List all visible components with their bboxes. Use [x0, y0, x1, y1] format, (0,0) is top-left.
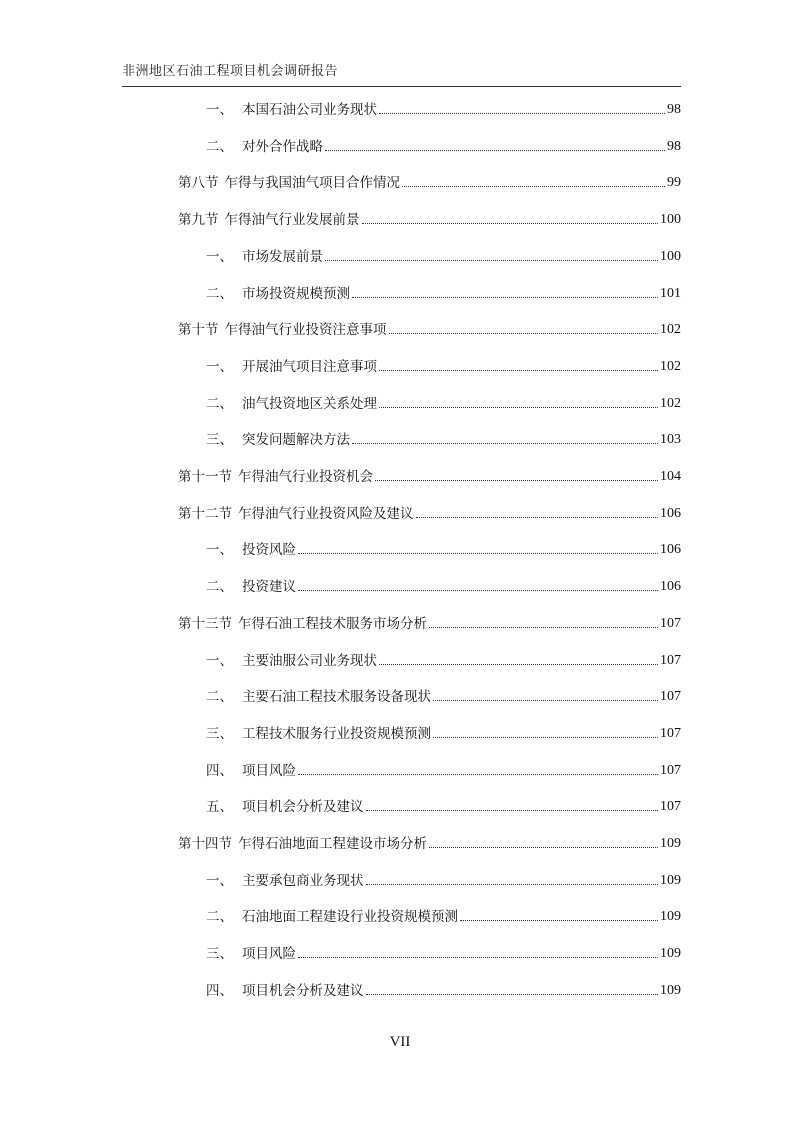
toc-entry-number: 一、 — [206, 652, 233, 669]
toc-entry-number: 第十三节 — [178, 615, 232, 632]
toc-section-entry[interactable] — [178, 612, 681, 632]
toc-entry-number: 五、 — [206, 799, 233, 816]
toc-dot-leader — [402, 185, 665, 187]
toc-entry-number: 四、 — [206, 982, 233, 999]
toc-entry-title: 对外合作战略 — [242, 138, 323, 155]
toc-entry-number: 四、 — [206, 762, 233, 779]
toc-entry-title: 项目机会分析及建议 — [242, 982, 364, 999]
toc-entry-number: 一、 — [206, 872, 233, 889]
toc-subsection-entry[interactable] — [206, 392, 681, 412]
toc-subsection-entry[interactable] — [206, 538, 681, 558]
toc-entry-number: 一、 — [206, 358, 233, 375]
toc-entry-title: 乍得油气行业发展前景 — [224, 212, 360, 229]
toc-entry-page: 101 — [660, 285, 681, 301]
toc-dot-leader — [375, 479, 658, 481]
toc-entry-title: 乍得油气行业投资风险及建议 — [238, 505, 414, 522]
toc-section-entry[interactable] — [178, 171, 681, 191]
toc-entry-number: 二、 — [206, 285, 233, 302]
toc-entry-title: 主要承包商业务现状 — [242, 872, 364, 889]
toc-entry-page: 109 — [660, 909, 681, 925]
toc-entry-page: 109 — [660, 836, 681, 851]
toc-dot-leader — [366, 883, 659, 885]
toc-entry-number: 三、 — [206, 725, 233, 742]
toc-subsection-entry[interactable] — [206, 795, 681, 815]
toc-entry-page: 109 — [660, 946, 681, 962]
toc-entry-number: 一、 — [206, 102, 233, 118]
toc-entry-page: 106 — [660, 505, 681, 521]
toc-entry-title: 本国石油公司业务现状 — [242, 102, 377, 118]
toc-dot-leader — [416, 516, 659, 518]
toc-entry-title: 主要石油工程技术服务设备现状 — [242, 689, 431, 706]
toc-entry-page: 107 — [660, 615, 681, 631]
toc-entry-title: 工程技术服务行业投资规模预测 — [242, 725, 431, 742]
toc-subsection-entry[interactable] — [206, 905, 681, 925]
toc-entry-page: 100 — [660, 248, 681, 264]
toc-entry-title: 突发问题解决方法 — [242, 432, 350, 449]
toc-dot-leader — [362, 222, 659, 224]
toc-entry-number: 第十四节 — [178, 836, 232, 852]
toc-entry-page: 102 — [660, 358, 681, 374]
toc-dot-leader — [379, 369, 658, 371]
toc-entry-title: 市场发展前景 — [242, 248, 323, 265]
toc-entry-title: 乍得油气行业投资注意事项 — [224, 322, 387, 339]
toc-subsection-entry[interactable] — [206, 722, 681, 742]
toc-dot-leader — [433, 699, 658, 701]
toc-entry-title: 乍得石油地面工程建设市场分析 — [238, 836, 427, 852]
toc-dot-leader — [429, 846, 658, 848]
toc-entry-number: 第十节 — [178, 322, 219, 339]
toc-entry-number: 二、 — [206, 138, 233, 155]
toc-entry-title: 石油地面工程建设行业投资规模预测 — [242, 909, 458, 926]
toc-entry-number: 一、 — [206, 248, 233, 265]
toc-subsection-entry[interactable] — [206, 355, 681, 375]
toc-entry-title: 乍得与我国油气项目合作情况 — [224, 175, 400, 192]
toc-dot-leader — [389, 332, 659, 334]
toc-entry-page: 109 — [660, 982, 681, 998]
toc-dot-leader — [379, 406, 658, 408]
toc-section-entry[interactable] — [178, 832, 681, 852]
toc-subsection-entry[interactable] — [206, 245, 681, 265]
toc-dot-leader — [379, 663, 658, 665]
toc-entry-title: 主要油服公司业务现状 — [242, 652, 377, 669]
toc-entry-title: 乍得油气行业投资机会 — [238, 469, 373, 485]
toc-entry-page: 107 — [660, 725, 681, 741]
toc-entry-page: 107 — [660, 799, 681, 815]
toc-entry-title: 项目机会分析及建议 — [242, 799, 364, 816]
toc-entry-number: 第九节 — [178, 212, 219, 229]
toc-entry-number: 第十二节 — [178, 505, 232, 522]
toc-section-entry[interactable] — [178, 318, 681, 338]
toc-dot-leader — [366, 993, 659, 995]
toc-entry-page: 109 — [660, 872, 681, 888]
toc-dot-leader — [298, 773, 658, 775]
toc-entry-number: 二、 — [206, 579, 233, 596]
toc-dot-leader — [379, 112, 665, 114]
toc-entry-number: 二、 — [206, 395, 233, 412]
header-title: 非洲地区石油工程项目机会调研报告 — [122, 64, 339, 79]
toc-entry-page: 102 — [660, 395, 681, 411]
toc-entry-page: 103 — [660, 432, 681, 448]
toc-dot-leader — [298, 956, 658, 958]
toc-entry-number: 三、 — [206, 432, 233, 449]
toc-entry-title: 乍得石油工程技术服务市场分析 — [238, 615, 427, 632]
toc-entry-number: 三、 — [206, 946, 233, 963]
toc-dot-leader — [433, 736, 658, 738]
toc-entry-title: 项目风险 — [242, 762, 296, 779]
toc-entry-page: 107 — [660, 652, 681, 668]
toc-subsection-entry[interactable] — [206, 685, 681, 705]
toc-subsection-entry[interactable] — [206, 135, 681, 155]
toc-entry-number: 一、 — [206, 542, 233, 559]
toc-subsection-entry[interactable] — [206, 759, 681, 779]
toc-dot-leader — [298, 552, 658, 554]
toc-subsection-entry[interactable] — [206, 942, 681, 962]
toc-entry-title: 开展油气项目注意事项 — [242, 358, 377, 375]
toc-entry-page: 107 — [660, 689, 681, 705]
toc-entry-title: 市场投资规模预测 — [242, 285, 350, 302]
toc-entry-title: 油气投资地区关系处理 — [242, 395, 377, 412]
toc-dot-leader — [429, 626, 658, 628]
toc-subsection-entry[interactable] — [206, 282, 681, 302]
toc-entry-title: 项目风险 — [242, 946, 296, 963]
page-header — [122, 56, 681, 87]
toc-entry-page: 104 — [660, 469, 681, 484]
toc-subsection-entry[interactable] — [206, 979, 681, 999]
toc-entry-number: 第八节 — [178, 175, 219, 192]
toc-entry-page: 107 — [660, 762, 681, 778]
toc-subsection-entry[interactable] — [206, 575, 681, 595]
toc-dot-leader — [366, 809, 659, 811]
toc-dot-leader — [460, 919, 658, 921]
toc-entry-number: 二、 — [206, 689, 233, 706]
toc-entry-number: 第十一节 — [178, 469, 232, 485]
toc-subsection-entry[interactable] — [206, 869, 681, 889]
toc-entry-page: 100 — [660, 212, 681, 228]
toc-entry-title: 投资风险 — [242, 542, 296, 559]
toc-entry-number: 二、 — [206, 909, 233, 926]
toc-subsection-entry[interactable] — [206, 428, 681, 448]
toc-dot-leader — [325, 259, 658, 261]
toc-dot-leader — [325, 149, 665, 151]
toc-entry-page: 102 — [660, 322, 681, 338]
toc-entry-page: 106 — [660, 542, 681, 558]
toc-entry-page: 98 — [667, 138, 681, 154]
toc-entry-page: 106 — [660, 579, 681, 595]
toc-subsection-entry[interactable] — [206, 649, 681, 669]
toc-entry-page: 99 — [667, 175, 681, 191]
toc-subsection-entry[interactable] — [206, 98, 681, 118]
toc-section-entry[interactable] — [178, 465, 681, 485]
toc-dot-leader — [352, 442, 658, 444]
toc-dot-leader — [298, 589, 658, 591]
page-number: VII — [389, 1034, 411, 1050]
toc-dot-leader — [352, 296, 658, 298]
toc-section-entry[interactable] — [178, 502, 681, 522]
toc-entry-page: 98 — [667, 102, 681, 117]
toc-entry-title: 投资建议 — [242, 579, 296, 596]
toc-section-entry[interactable] — [178, 208, 681, 228]
